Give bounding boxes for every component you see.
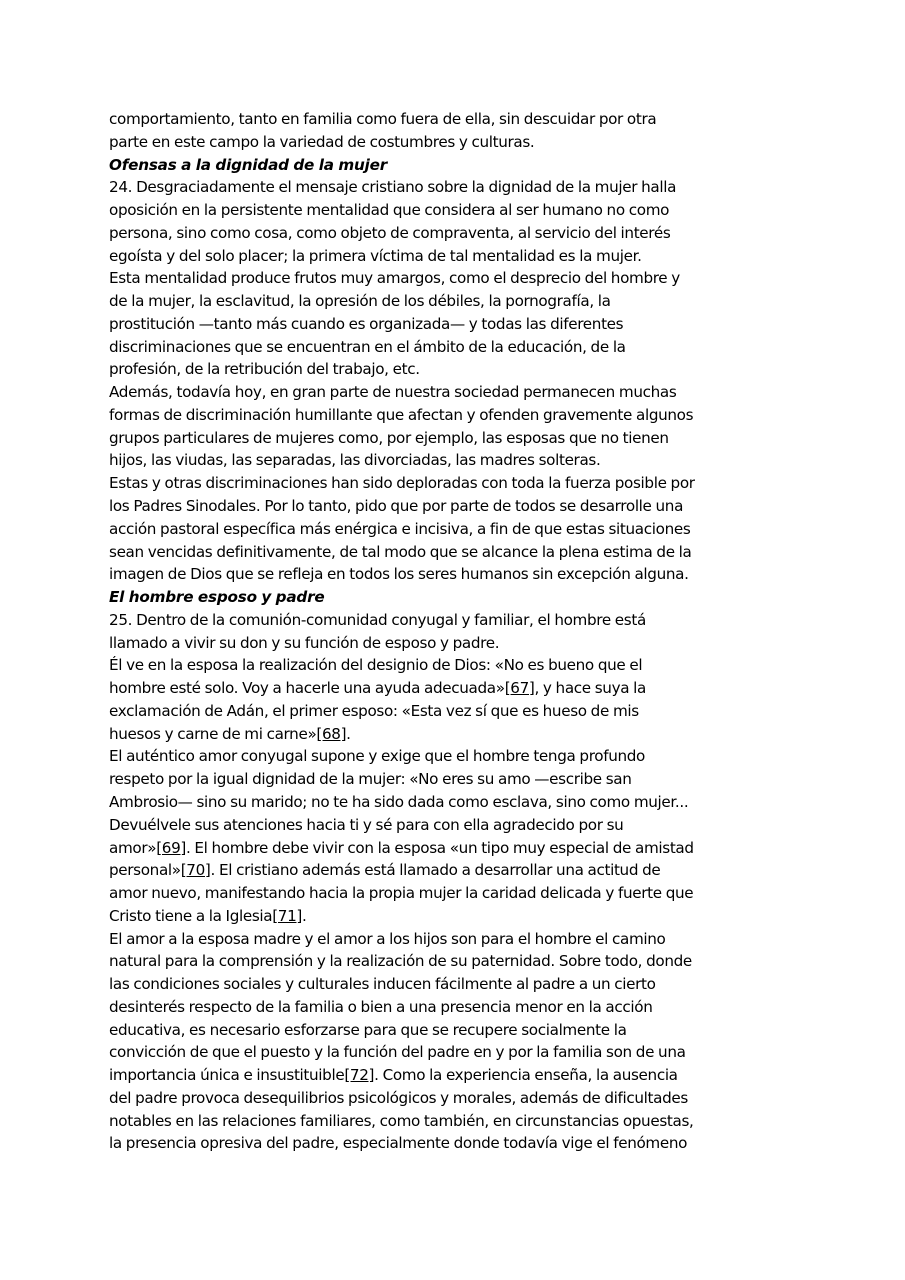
text-line: los Padres Sinodales. Por lo tanto, pido que por parte de todos se desarrolle una (109, 497, 684, 516)
text-segment: importancia única e insustituible (109, 1066, 345, 1085)
section-heading-hombre-esposo: El hombre esposo y padre (109, 588, 325, 607)
footnote-link-68[interactable]: [68] (316, 724, 347, 743)
text-line: oposición en la persistente mentalidad que considera al ser humano no como (109, 201, 670, 220)
text-line: profesión, de la retribución del trabajo, etc. (109, 360, 420, 379)
text-line: imagen de Dios que se refleja en todos los seres humanos sin excepción alguna. (109, 565, 689, 584)
footnote-link-69[interactable]: [69] (156, 838, 186, 857)
text-line: exclamación de Adán, el primer esposo: «Esta vez sí que es hueso de mis (109, 701, 639, 720)
text-line (109, 677, 809, 700)
text-line (109, 1064, 809, 1087)
text-line: El amor a la esposa madre y el amor a los hijos son para el hombre el camino (109, 929, 666, 948)
footnote-link-71[interactable]: [71] (272, 906, 303, 925)
text-line: El auténtico amor conyugal supone y exige que el hombre tenga profundo (109, 747, 646, 766)
text-segment: personal» (109, 861, 181, 880)
text-segment: . (346, 724, 351, 743)
text-line: sean vencidas definitivamente, de tal modo que se alcance la plena estima de la (109, 542, 692, 561)
text-line: hijos, las viudas, las separadas, las divorciadas, las madres solteras. (109, 451, 601, 470)
text-line: desinterés respecto de la familia o bien a una presencia menor en la acción (109, 997, 653, 1016)
footnote-link-72[interactable]: [72] (344, 1066, 375, 1085)
text-line: Devuélvele sus atenciones hacia ti y sé para con ella agradecido por su (109, 815, 624, 834)
text-line (109, 837, 809, 860)
text-line: parte en este campo la variedad de costumbres y culturas. (109, 132, 535, 151)
text-line: Él ve en la esposa la realización del designio de Dios: «No es bueno que el (109, 656, 643, 675)
text-line: 24. Desgraciadamente el mensaje cristiano sobre la dignidad de la mujer halla (109, 178, 677, 197)
text-segment: , y hace suya la (534, 679, 646, 698)
text-line: comportamiento, tanto en familia como fuera de ella, sin descuidar por otra (109, 110, 657, 128)
document-page (109, 108, 809, 1155)
text-line: las condiciones sociales y culturales inducen fácilmente al padre a un cierto (109, 975, 656, 994)
text-segment: Cristo tiene a la Iglesia (109, 906, 273, 925)
text-line: la presencia opresiva del padre, especialmente donde todavía vige el fenómeno (109, 1134, 688, 1153)
text-line: Ambrosio— sino su marido; no te ha sido dada como esclava, sino como mujer... (109, 792, 689, 811)
text-line: acción pastoral específica más enérgica e incisiva, a fin de que estas situaciones (109, 519, 691, 538)
text-segment: hombre esté solo. Voy a hacerle una ayuda adecuada» (109, 679, 505, 698)
text-line: Estas y otras discriminaciones han sido deploradas con toda la fuerza posible por (109, 474, 695, 493)
text-line: educativa, es necesario esforzarse para que se recupere socialmente la (109, 1020, 627, 1039)
text-line: 25. Dentro de la comunión-comunidad conyugal y familiar, el hombre está (109, 610, 646, 629)
text-segment: . Como la experiencia enseña, la ausencia (374, 1066, 678, 1085)
text-segment: amor» (109, 838, 157, 857)
section-heading-ofensas: Ofensas a la dignidad de la mujer (109, 155, 388, 174)
text-line: notables en las relaciones familiares, como también, en circunstancias opuestas, (109, 1111, 694, 1130)
text-line: Además, todavía hoy, en gran parte de nuestra sociedad permanecen muchas (109, 383, 677, 402)
text-line: egoísta y del solo placer; la primera víctima de tal mentalidad es la mujer. (109, 246, 642, 265)
text-line: discriminaciones que se encuentran en el ámbito de la educación, de la (109, 337, 626, 356)
text-line: grupos particulares de mujeres como, por ejemplo, las esposas que no tienen (109, 428, 669, 447)
text-line (109, 905, 809, 928)
footnote-link-70[interactable]: [70] (180, 861, 211, 880)
text-line: natural para la comprensión y la realización de su paternidad. Sobre todo, donde (109, 952, 692, 971)
text-segment: . (302, 906, 307, 925)
text-line: formas de discriminación humillante que afectan y ofenden gravemente algunos (109, 405, 694, 424)
text-line (109, 859, 809, 882)
text-line: persona, sino como cosa, como objeto de compraventa, al servicio del interés (109, 223, 671, 242)
text-line: respeto por la igual dignidad de la mujer: «No eres su amo —escribe san (109, 770, 632, 789)
footnote-link-67[interactable]: [67] (504, 679, 535, 698)
text-line (109, 723, 809, 746)
text-segment: . El hombre debe vivir con la esposa «un tipo muy especial de amistad (185, 838, 694, 857)
text-line: Esta mentalidad produce frutos muy amargos, como el desprecio del hombre y (109, 269, 680, 288)
text-line: del padre provoca desequilibrios psicológicos y morales, además de dificultades (109, 1088, 688, 1107)
text-line: llamado a vivir su don y su función de esposo y padre. (109, 633, 500, 652)
text-line: de la mujer, la esclavitud, la opresión de los débiles, la pornografía, la (109, 292, 611, 311)
text-segment: huesos y carne de mi carne» (109, 724, 317, 743)
text-line: amor nuevo, manifestando hacia la propia mujer la caridad delicada y fuerte que (109, 884, 694, 903)
text-line: convicción de que el puesto y la función del padre en y por la familia son de una (109, 1043, 686, 1062)
text-line: prostitución —tanto más cuando es organizada— y todas las diferentes (109, 314, 624, 333)
text-segment: . El cristiano además está llamado a desarrollar una actitud de (210, 861, 661, 880)
